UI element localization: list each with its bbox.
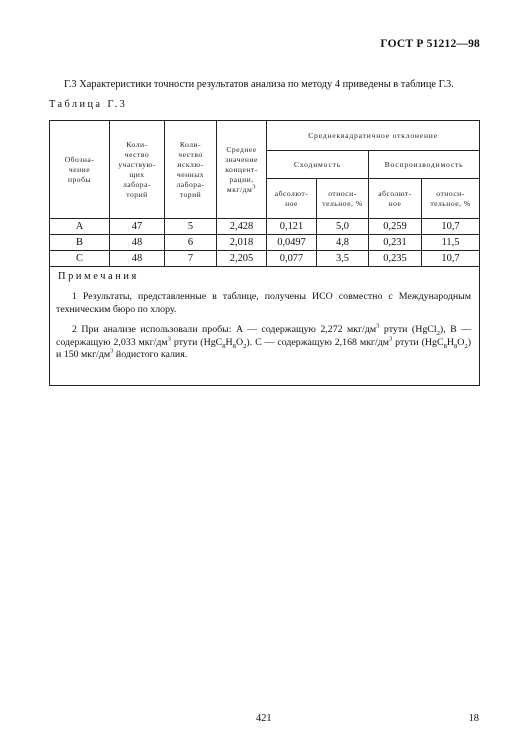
cell-excluded: 6 <box>165 235 217 251</box>
cell-rep-rel: 5,0 <box>317 219 369 235</box>
cell-repro-rel: 11,5 <box>422 235 480 251</box>
cell-rep-rel: 3,5 <box>317 251 369 267</box>
table-label: Таблица Г.3 <box>49 99 128 110</box>
cell-mean: 2,205 <box>217 251 267 267</box>
notes-block <box>50 267 480 386</box>
note-2: 2 При анализе использовали пробы: A — содержащую 2,272 мкг/$дм^3$ ртути (HgCl$_2$), B — содержащую 2,033 мкг/$дм^3$ ртути $(HgC_8H_8O_2)$. C — содержащую 2,168 мкг/$дм^3$ ртути $(HgC_8H_8O_2)$ и 150 мкг/$дм^3$ йодистого калия. <box>56 322 472 361</box>
header-repeatability: Сходимость <box>267 151 369 179</box>
cell-mean: 2,018 <box>217 235 267 251</box>
header-reproducibility-relative: относи- тельное, % <box>422 179 480 219</box>
cell-sample: A <box>50 219 110 235</box>
cell-repro-rel: 10,7 <box>422 219 480 235</box>
accuracy-table <box>49 120 480 386</box>
header-reproducibility: Воспроизводимость <box>369 151 480 179</box>
cell-repro-abs: 0,235 <box>369 251 422 267</box>
cell-labs: 47 <box>110 219 165 235</box>
header-excluded-labs: Коли- чество исклю- ченных лабора- торий <box>165 121 217 219</box>
cell-labs: 48 <box>110 251 165 267</box>
cell-sample: C <box>50 251 110 267</box>
cell-rep-abs: 0,077 <box>267 251 317 267</box>
cell-sample: B <box>50 235 110 251</box>
page-number-center: 421 <box>256 713 272 724</box>
cell-labs: 48 <box>110 235 165 251</box>
header-rms-deviation: Среднеквадратичное отклонение <box>267 121 480 151</box>
header-reproducibility-absolute: абсолют- ное <box>369 179 422 219</box>
note-1: 1 Результаты, представленные в таблице, получены ИСО совместно с Международным техническим бюро по хлору. <box>56 291 472 315</box>
cell-rep-abs: 0,0497 <box>267 235 317 251</box>
cell-rep-rel: 4,8 <box>317 235 369 251</box>
header-designation: Обозна- чение пробы <box>50 121 110 219</box>
header-mean-concentration: Среднее значение концент- рации, мкг/$дм^3$ <box>217 121 267 219</box>
cell-repro-abs: 0,259 <box>369 219 422 235</box>
notes-title: Примечания <box>58 271 139 282</box>
page-number-right: 18 <box>468 713 479 724</box>
intro-paragraph: Г.3 Характеристики точности результатов анализа по методу 4 приведены в таблице Г.3. <box>64 79 454 90</box>
cell-rep-abs: 0,121 <box>267 219 317 235</box>
cell-excluded: 5 <box>165 219 217 235</box>
table-row <box>50 235 480 251</box>
header-repeatability-absolute: абсолют- ное <box>267 179 317 219</box>
header-participating-labs: Коли- чество участвую- щих лабора- торий <box>110 121 165 219</box>
cell-repro-abs: 0,231 <box>369 235 422 251</box>
cell-excluded: 7 <box>165 251 217 267</box>
cell-mean: 2,428 <box>217 219 267 235</box>
header-repeatability-relative: относи- тельное, % <box>317 179 369 219</box>
document-code: ГОСТ Р 51212—98 <box>380 38 480 50</box>
table-row <box>50 251 480 267</box>
table-row <box>50 219 480 235</box>
cell-repro-rel: 10,7 <box>422 251 480 267</box>
